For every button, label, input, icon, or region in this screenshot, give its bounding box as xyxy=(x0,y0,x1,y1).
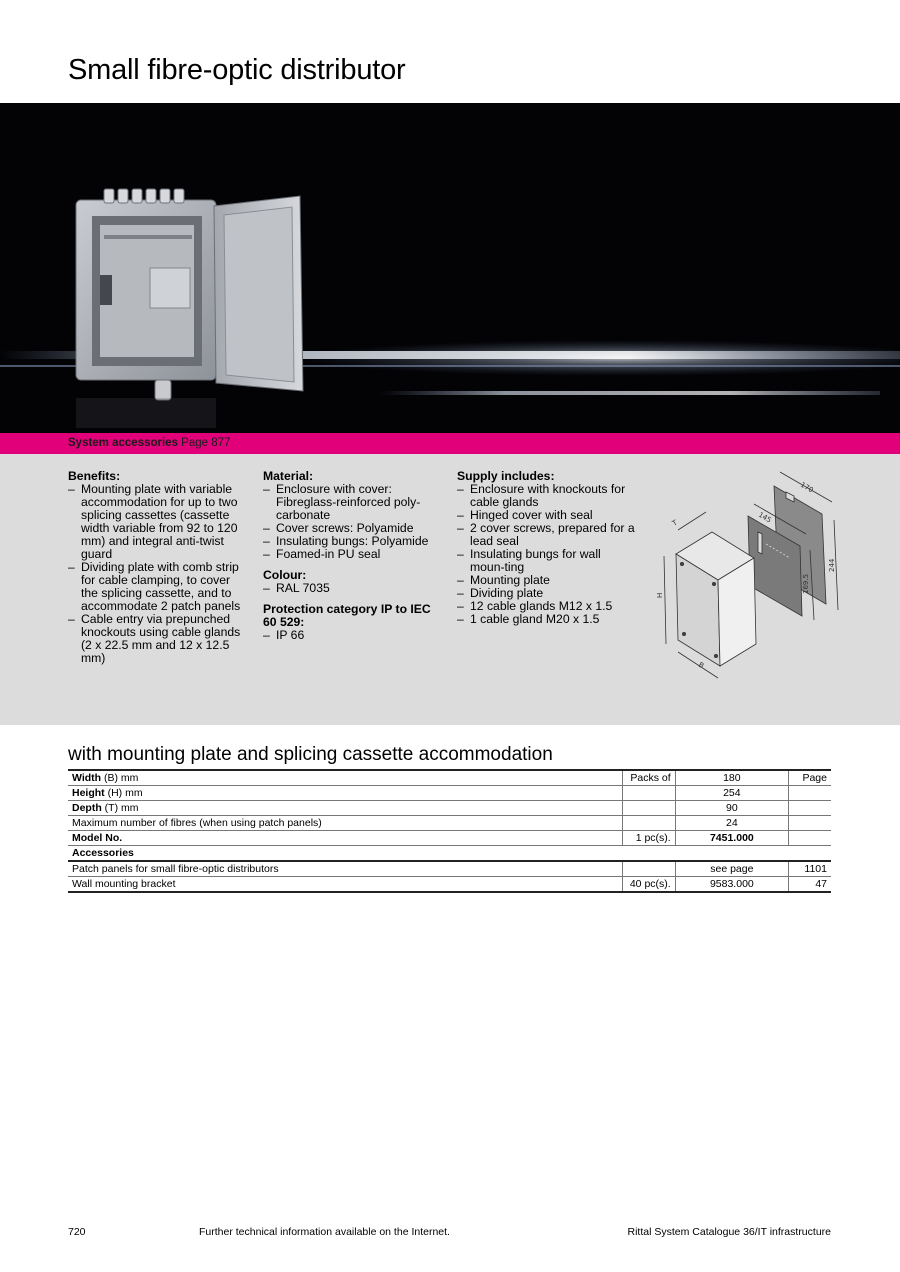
supply-column xyxy=(457,470,637,634)
supply-item: – Insulating bungs for wall moun-ting xyxy=(457,548,637,574)
row-label: Depth (T) mm xyxy=(68,801,622,816)
colour-heading: Colour: xyxy=(263,568,307,582)
footer-note: Further technical information available on the Internet. xyxy=(199,1226,450,1238)
dim-b: B xyxy=(697,660,706,671)
accessory-packs: 40 pc(s). xyxy=(622,877,675,893)
protection-item: – IP 66 xyxy=(263,629,443,642)
supply-item: – Enclosure with knockouts for cable glands xyxy=(457,483,637,509)
model-packs: 1 pc(s). xyxy=(622,831,675,846)
accessory-packs xyxy=(622,861,675,877)
dimension-drawing xyxy=(650,466,850,696)
supply-item: – Dividing plate xyxy=(457,587,637,600)
dim-h: H xyxy=(656,592,664,598)
row-value: 180 xyxy=(675,770,788,786)
material-heading: Material: xyxy=(263,469,314,483)
supply-heading: Supply includes: xyxy=(457,469,555,483)
row-label: Width (B) mm xyxy=(68,770,622,786)
benefit-item: – Cable entry via prepunched knockouts using cable glands (2 x 22.5 mm and 12 x 12.5 mm) xyxy=(68,613,248,665)
material-item: – Cover screws: Polyamide xyxy=(263,522,443,535)
model-label: Model No. xyxy=(68,831,622,846)
footer-catalogue: Rittal System Catalogue 36/IT infrastructure xyxy=(627,1226,831,1238)
row-value: 90 xyxy=(675,801,788,816)
features-panel xyxy=(0,454,900,725)
accessories-heading: Accessories xyxy=(68,846,831,862)
row-value: 24 xyxy=(675,816,788,831)
material-item: – Foamed-in PU seal xyxy=(263,548,443,561)
system-accessories-page[interactable]: Page 877 xyxy=(181,437,231,449)
system-accessories-label: System accessories xyxy=(68,437,178,449)
row-label: Height (H) mm xyxy=(68,786,622,801)
colour-item: – RAL 7035 xyxy=(263,582,443,595)
material-item: – Enclosure with cover: Fibreglass-reinforced poly-carbonate xyxy=(263,483,443,522)
table-row xyxy=(68,770,831,786)
page-header: Page xyxy=(789,770,832,786)
supply-item: – 12 cable glands M12 x 1.5 xyxy=(457,600,637,613)
model-number[interactable]: 7451.000 xyxy=(675,831,788,846)
row-value: 254 xyxy=(675,786,788,801)
model-row xyxy=(68,831,831,846)
material-item: – Insulating bungs: Polyamide xyxy=(263,535,443,548)
accessory-page[interactable]: 47 xyxy=(789,877,832,893)
spec-table xyxy=(68,769,831,893)
benefit-item: – Mounting plate with variable accommodation for up to two splicing cassettes (cassette width variable from 92 to 120 mm) and integral anti-twist guard xyxy=(68,483,248,561)
accessories-heading-row xyxy=(68,846,831,862)
dim-145: 145 xyxy=(757,510,773,525)
table-row xyxy=(68,816,831,831)
accessory-page[interactable]: 1101 xyxy=(789,861,832,877)
page-number: 720 xyxy=(68,1226,86,1238)
supply-item: – Mounting plate xyxy=(457,574,637,587)
supply-item: – Hinged cover with seal xyxy=(457,509,637,522)
accessory-label: Wall mounting bracket xyxy=(68,877,622,893)
section-title: with mounting plate and splicing cassette accommodation xyxy=(68,744,553,765)
accessory-value: 9583.000 xyxy=(675,877,788,893)
material-column xyxy=(263,470,443,650)
accessory-row xyxy=(68,861,831,877)
accessory-row xyxy=(68,877,831,893)
benefits-heading: Benefits: xyxy=(68,469,121,483)
table-row xyxy=(68,786,831,801)
system-accessories-bar[interactable] xyxy=(0,433,900,454)
supply-item: – 1 cable gland M20 x 1.5 xyxy=(457,613,637,626)
table-row xyxy=(68,801,831,816)
dim-244: 244 xyxy=(828,558,836,572)
page-title: Small fibre-optic distributor xyxy=(68,54,406,86)
accessory-label: Patch panels for small fibre-optic distributors xyxy=(68,861,622,877)
dim-t: T xyxy=(671,518,679,528)
packs-of-header: Packs of xyxy=(622,770,675,786)
accessory-value: see page xyxy=(675,861,788,877)
dim-169-5: 169.5 xyxy=(802,573,810,594)
dim-170: 170 xyxy=(799,480,815,495)
product-photo xyxy=(0,103,900,433)
benefits-column xyxy=(68,470,248,673)
protection-heading: Protection category IP to IEC 60 529: xyxy=(263,602,431,629)
row-label: Maximum number of fibres (when using patch panels) xyxy=(68,816,622,831)
benefit-item: – Dividing plate with comb strip for cable clamping, to cover the splicing cassette, and to accommodate 2 patch panels xyxy=(68,561,248,613)
supply-item: – 2 cover screws, prepared for a lead seal xyxy=(457,522,637,548)
